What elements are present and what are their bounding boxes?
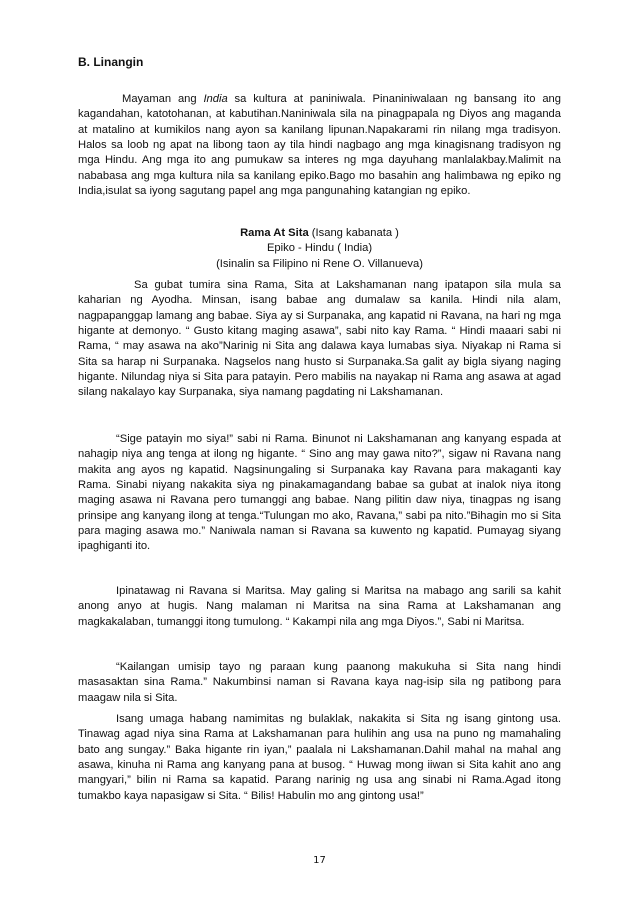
story-paragraph-4: “Kailangan umisip tayo ng paraan kung paanong makukuha si Sita nang hindi masasaktan sina Rama.” Nakumbinsi naman si Ravana kaya nag-isip sila ng patibong para maagaw nila si Sita. (78, 661, 561, 704)
section-heading: B. Linangin (78, 55, 144, 69)
story-translator: (Isinalin sa Filipino ni Rene O. Villanueva) (216, 257, 423, 270)
story-paragraph-3: Ipinatawag ni Ravana si Maritsa. May galing si Maritsa na mabago ang sarili sa kahit anong anyo at hugis. Nang malaman ni Maritsa na sina Rama at Lakshamanan ang magkakalaban, tumanggi itong tumulong. “ Kakampi nila ang mga Diyos.”, Sabi ni Maritsa. (78, 585, 561, 628)
story-subtitle: (Isang kabanata ) (308, 227, 399, 239)
story-title: Rama At Sita (240, 227, 309, 239)
story-title-line (78, 226, 561, 241)
story-title-block (78, 226, 561, 272)
page-number: 17 (313, 855, 326, 866)
intro-text-rest: sa kultura at paniniwala. Pinaniniwalaan ng bansang ito ang kagandahan, katotohanan, at kabutihan.Naniniwala sila na pinagpapala ng Diyos ang maganda at matalino at kumikilos nang ayon sa kanilang lipunan.Napakarami rin nilang mga tradisyon. Halos sa loob ng apat na libong taon ay tila hindi nagbago ang mga kinagisnang tradisyon ng mga Hindu. Ang mga ito ang pumukaw sa interes ng mga dayuhang manlalakbay.Malimit na nababasa ang mga kultura nila sa kanilang epiko.Bago mo basahin ang halimbawa ng epiko ng India,isulat sa iyong sagutang papel ang mga pangunahing katangian ng epiko. (78, 93, 561, 198)
story-genre: Epiko - Hindu ( India) (266, 242, 373, 255)
intro-text-start: Mayaman ang (122, 93, 204, 105)
story-paragraph-2: “Sige patayin mo siya!” sabi ni Rama. Binunot ni Lakshamanan ang kanyang espada at nahagip niya ang tenga at ilong ng higante. “ Sino ang may gawa nito?”, sigaw ni Ravana nang makita ang ayos ng kapatid. Nagsinungaling si Surpanaka kay Ravana para makaganti kay Rama. Sinabi niyang nakakita siya ng pinakamagandang babae sa gubat at inalok niya itong maging asawa ni Ravana pero tumanggi ang babae. Nang pilitin daw niya, tinagpas ng isang prinsipe ang kanyang ilong at tenga.“Tulungan mo ako, Ravana,” sabi pa nito.”Bihagin mo si Sita para maging asawa mo.” Naniwala naman si Ravana sa kuwento ng kapatid. Pumayag siyang ipaghiganti ito. (78, 433, 561, 553)
story-paragraph-5: Isang umaga habang namimitas ng bulaklak, nakakita si Sita ng isang gintong usa. Tinawag agad niya sina Rama at Lakshamanan para hulihin ang usa na puno ng mamahaling bato ang sungay.” Baka higante rin iyan,” paalala ni Lakshamanan.Dahil mahal na mahal ang asawa, kinuha ni Rama ang kanyang pana at busog. “ Huwag mong iiwan si Sita kahit ano ang mangyari,” bilin ni Rama sa kapatid. Parang narinig ng usa ang sinabi ni Rama.Agad itong tumakbo kaya napasigaw si Sita. “ Bilis! Habulin mo ang gintong usa!” (78, 713, 561, 802)
story-paragraph-1: Sa gubat tumira sina Rama, Sita at Lakshamanan nang ipatapon sila mula sa kaharian ng Ayodha. Minsan, isang babae ang dumalaw sa kanila. Hindi nila alam, nagpapanggap lamang ang babae. Siya ay si Surpanaka, ang kapatid ni Ravana, na hari ng mga higante at demonyo. “ Gusto kitang maging asawa”, sabi nito kay Rama. “ Hindi maaari sabi ni Rama, “ may asawa na ako”Narinig ni Sita ang dalawa kaya lumabas siya. Niyakap ni Rama si Sita sa harap ni Surpanaka. Nagselos nang husto si Surpanaka.Sa galit ay bigla siyang naging higante. Nilundag niya si Sita para patayin. Pero mabilis na nayakap ni Rama ang asawa at agad silang nakalayo kay Surpanaka, siya namang pagdating ni Lakshamanan. (78, 279, 561, 399)
intro-paragraph (78, 92, 561, 199)
intro-emphasis-india: India (203, 93, 228, 105)
